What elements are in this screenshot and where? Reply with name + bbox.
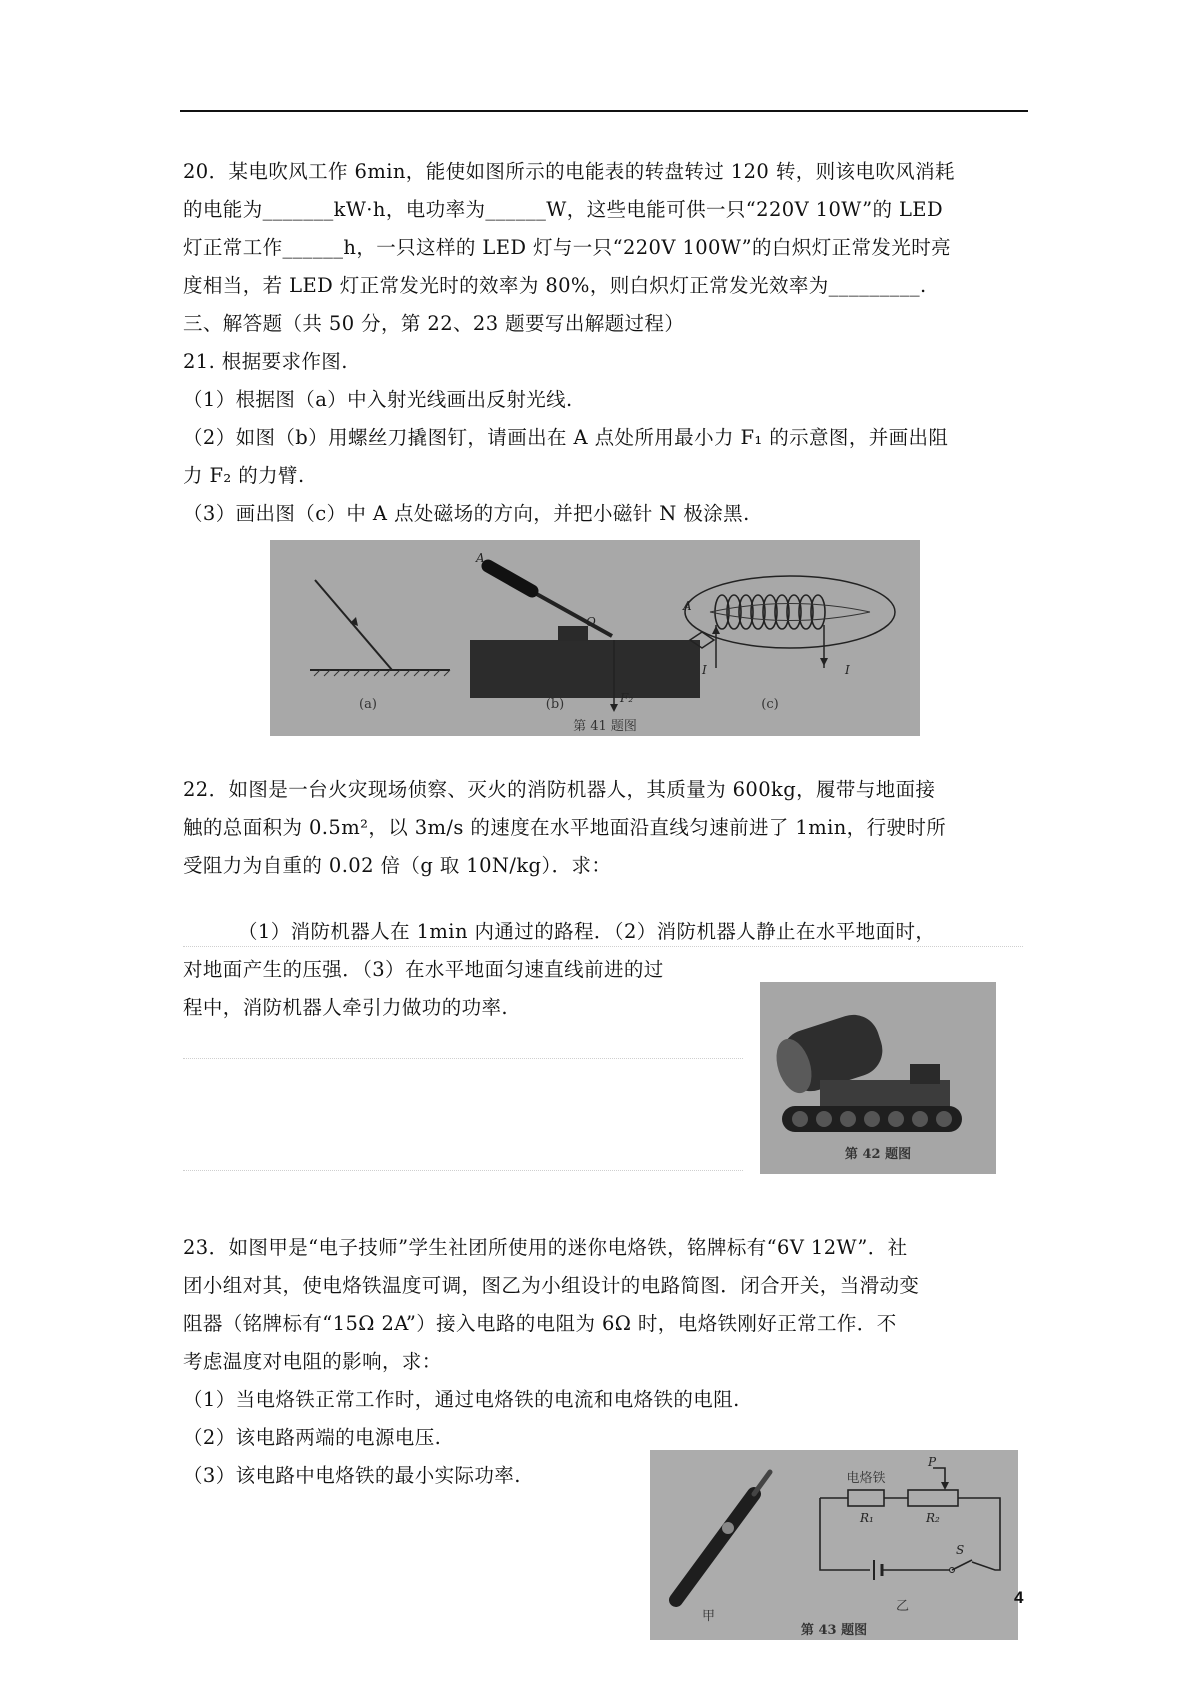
section-3-heading: 三、解答题（共 50 分，第 22、23 题要写出解题过程） bbox=[183, 312, 685, 335]
figure-41-caption: 第 41 题图 bbox=[573, 719, 637, 734]
figure-41 bbox=[270, 540, 920, 736]
r1-label: R₁ bbox=[860, 1511, 874, 1525]
figure-42 bbox=[760, 982, 996, 1174]
board bbox=[470, 640, 700, 698]
q23-part-1: （1）当电烙铁正常工作时，通过电烙铁的电流和电烙铁的电阻. bbox=[183, 1388, 740, 1411]
q22-line-5: 对地面产生的压强．（3）在水平地面匀速直线前进的过 bbox=[183, 958, 664, 981]
iron-label: 电烙铁 bbox=[846, 1471, 886, 1486]
point-a-c: A bbox=[683, 599, 692, 613]
label-jia: 甲 bbox=[702, 1609, 716, 1624]
q21-part-3: （3）画出图（c）中 A 点处磁场的方向，并把小磁针 N 极涂黑. bbox=[183, 502, 750, 525]
p-label: P bbox=[928, 1455, 937, 1469]
q20-line-3: 灯正常工作______h，一只这样的 LED 灯与一只“220V 100W”的白炽灯正常发光时亮 bbox=[183, 236, 952, 259]
label-b: (b) bbox=[545, 697, 565, 712]
point-a-b: A bbox=[476, 551, 485, 565]
s-label: S bbox=[956, 1543, 965, 1557]
r2-label: R₂ bbox=[926, 1511, 940, 1525]
figure-42-caption: 第 42 题图 bbox=[844, 1147, 912, 1162]
q23-part-3: （3）该电路中电烙铁的最小实际功率. bbox=[183, 1464, 521, 1487]
q21-title: 21. 根据要求作图. bbox=[183, 350, 348, 373]
q23-line-3: 阻器（铭牌标有“15Ω 2A”）接入电路的电阻为 6Ω 时，电烙铁刚好正常工作．不 bbox=[183, 1312, 897, 1335]
q22-line-2: 触的总面积为 0.5m²，以 3m/s 的速度在水平地面沿直线匀速前进了 1min，行驶时所 bbox=[183, 816, 947, 839]
q23-part-2: （2）该电路两端的电源电压. bbox=[183, 1426, 442, 1449]
dotted-rule bbox=[183, 1170, 743, 1171]
q21-part-1: （1）根据图（a）中入射光线画出反射光线. bbox=[183, 388, 573, 411]
header-rule bbox=[180, 110, 1028, 112]
force-f2: F₂ bbox=[620, 691, 634, 705]
label-a: (a) bbox=[359, 697, 377, 712]
q22-line-4: （1）消防机器人在 1min 内通过的路程．（2）消防机器人静止在水平地面时， bbox=[238, 920, 936, 943]
q22-line-1: 22．如图是一台火灾现场侦察、灭火的消防机器人，其质量为 600kg，履带与地面接 bbox=[183, 778, 936, 801]
pivot-block bbox=[558, 626, 588, 641]
q23-line-2: 团小组对其，使电烙铁温度可调，图乙为小组设计的电路简图．闭合开关，当滑动变 bbox=[183, 1274, 920, 1297]
label-yi: 乙 bbox=[896, 1599, 910, 1614]
q22-line-6: 程中，消防机器人牵引力做功的功率. bbox=[183, 996, 508, 1019]
dotted-rule bbox=[183, 946, 1023, 947]
q20-line-2: 的电能为_______kW·h，电功率为______W，这些电能可供一只“220V 10W”的 LED bbox=[183, 198, 943, 221]
label-c: (c) bbox=[761, 697, 779, 712]
q21-part-2a: （2）如图（b）用螺丝刀撬图钉，请画出在 A 点处所用最小力 F₁ 的示意图，并画出阻 bbox=[183, 426, 949, 449]
q21-part-2b: 力 F₂ 的力臂. bbox=[183, 464, 305, 487]
current-label-right: I bbox=[845, 663, 850, 677]
q23-line-4: 考虑温度对电阻的影响，求： bbox=[183, 1350, 442, 1373]
page-number: 4 bbox=[1014, 1588, 1024, 1607]
dotted-rule bbox=[183, 1058, 743, 1059]
q20-line-4: 度相当，若 LED 灯正常发光时的效率为 80%，则白炽灯正常发光效率为_________. bbox=[183, 274, 927, 297]
current-label-left: I bbox=[702, 663, 707, 677]
figure-43 bbox=[650, 1450, 1018, 1640]
point-o: O bbox=[586, 615, 596, 629]
q23-line-1: 23．如图甲是“电子技师”学生社团所使用的迷你电烙铁，铭牌标有“6V 12W”．社 bbox=[183, 1236, 908, 1259]
figure-43-caption: 第 43 题图 bbox=[800, 1623, 868, 1638]
q20-line-1: 20．某电吹风工作 6min，能使如图所示的电能表的转盘转过 120 转，则该电吹风消耗 bbox=[183, 160, 955, 183]
q22-line-3: 受阻力为自重的 0.02 倍（g 取 10N/kg）．求： bbox=[183, 854, 612, 877]
